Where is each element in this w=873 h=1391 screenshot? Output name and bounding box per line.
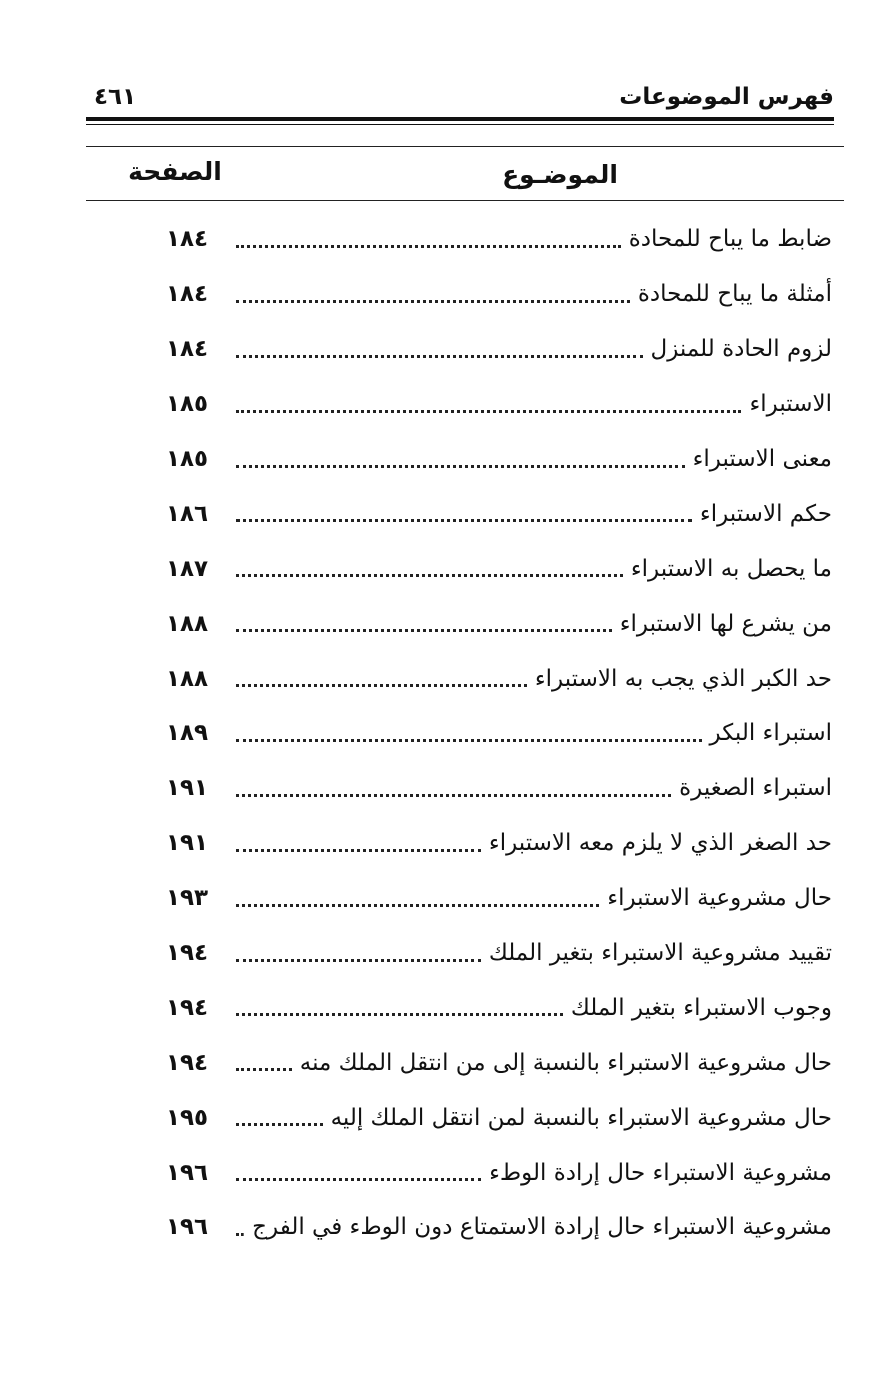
toc-entry-topic: مشروعية الاستبراء حال إرادة الوطء: [489, 1159, 832, 1186]
toc-entry-body: [224, 830, 832, 856]
toc-entry: [150, 212, 832, 267]
toc-entry: [150, 432, 832, 487]
toc-entry: [150, 322, 832, 377]
toc-entry-page: ١٩٦: [165, 1159, 209, 1186]
toc-dot-leader: [236, 245, 621, 248]
toc-entry-page: ١٨٥: [165, 446, 209, 472]
toc-entry-topic: مشروعية الاستبراء حال إرادة الاستمتاع دون الوطء في الفرج: [252, 1214, 832, 1241]
toc-entry-body: [224, 666, 832, 692]
table-of-contents: [150, 212, 832, 1255]
toc-entry: [150, 1200, 832, 1255]
table-top-rule: [86, 146, 844, 147]
toc-dot-leader: [236, 465, 685, 468]
toc-dot-leader: [236, 1233, 244, 1236]
toc-entry-page: ١٩٥: [165, 1104, 209, 1131]
toc-entry-body: [224, 775, 832, 801]
toc-dot-leader: [236, 1123, 323, 1126]
toc-dot-leader: [236, 1178, 481, 1181]
toc-entry-body: [224, 391, 832, 417]
toc-entry-topic: معنى الاستبراء: [692, 446, 832, 472]
running-header: [86, 84, 834, 118]
toc-entry-topic: الاستبراء: [749, 391, 832, 418]
toc-entry-body: [224, 611, 832, 637]
toc-dot-leader: [236, 959, 481, 962]
toc-dot-leader: [236, 355, 643, 358]
toc-entry: [150, 1090, 832, 1145]
toc-dot-leader: [236, 904, 599, 907]
toc-entry-topic: حد الصغر الذي لا يلزم معه الاستبراء: [488, 830, 832, 857]
toc-entry-body: [224, 501, 832, 527]
toc-dot-leader: [236, 300, 630, 303]
toc-entry-topic: من يشرع لها الاستبراء: [619, 610, 832, 637]
toc-entry-page: ١٨٤: [165, 281, 209, 308]
toc-entry-page: ١٨٩: [165, 720, 209, 747]
toc-entry: [150, 1145, 832, 1200]
toc-entry-body: [224, 995, 832, 1021]
toc-entry-page: ١٨٨: [165, 610, 209, 637]
toc-entry-body: [224, 336, 832, 362]
toc-entry-topic: استبراء الصغيرة: [679, 775, 832, 802]
toc-entry-page: ١٩٤: [165, 940, 209, 967]
toc-entry-topic: حد الكبر الذي يجب به الاستبراء: [534, 665, 832, 692]
toc-entry-topic: حال مشروعية الاستبراء بالنسبة لمن انتقل الملك إليه: [330, 1104, 832, 1131]
toc-entry-topic: تقييد مشروعية الاستبراء بتغير الملك: [488, 940, 832, 967]
toc-entry-page: ١٩٣: [165, 885, 209, 912]
toc-entry-body: [224, 1050, 832, 1076]
toc-dot-leader: [236, 1013, 563, 1016]
page-number: ٤٦١: [94, 84, 137, 110]
toc-dot-leader: [236, 519, 692, 522]
toc-entry-page: ١٨٦: [165, 500, 209, 527]
toc-entry-topic: أمثلة ما يباح للمحادة: [637, 281, 832, 308]
toc-entry-page: ١٨٤: [165, 336, 209, 363]
toc-dot-leader: [236, 794, 671, 797]
toc-entry-page: ١٩٤: [165, 994, 209, 1021]
toc-entry: [150, 267, 832, 322]
toc-entry: [150, 706, 832, 761]
header-rule-thick: [86, 117, 834, 121]
toc-entry-topic: حال مشروعية الاستبراء بالنسبة إلى من انتقل الملك منه: [299, 1049, 832, 1076]
toc-entry: [150, 1035, 832, 1090]
toc-entry-page: ١٩٦: [165, 1214, 209, 1241]
toc-entry-body: [224, 281, 832, 307]
toc-dot-leader: [236, 739, 702, 742]
toc-entry: [150, 541, 832, 596]
toc-entry: [150, 596, 832, 651]
toc-entry: [150, 816, 832, 871]
column-header-topic: الموضـوع: [502, 160, 618, 189]
toc-entry-topic: استبراء البكر: [709, 720, 832, 747]
toc-entry-page: ١٩١: [165, 775, 209, 802]
toc-entry: [150, 761, 832, 816]
toc-entry: [150, 871, 832, 926]
toc-entry-body: [224, 1214, 832, 1240]
running-title: فهرس الموضوعات: [619, 84, 834, 110]
toc-dot-leader: [236, 629, 612, 632]
toc-entry-topic: حال مشروعية الاستبراء: [607, 885, 832, 912]
header-rule-thin: [86, 124, 834, 125]
toc-entry-page: ١٩٤: [165, 1049, 209, 1076]
toc-entry-body: [224, 446, 832, 472]
toc-entry-topic: حكم الاستبراء: [699, 500, 832, 527]
toc-entry: [150, 980, 832, 1035]
table-header-rule: [86, 200, 844, 201]
toc-entry-body: [224, 1160, 832, 1186]
toc-entry-body: [224, 885, 832, 911]
toc-entry-page: ١٨٨: [165, 665, 209, 692]
toc-entry-page: ١٩١: [165, 830, 209, 857]
toc-dot-leader: [236, 1068, 292, 1071]
toc-entry-topic: وجوب الاستبراء بتغير الملك: [570, 994, 832, 1021]
toc-entry: [150, 651, 832, 706]
toc-entry-body: [224, 226, 832, 252]
toc-entry-body: [224, 1105, 832, 1131]
toc-dot-leader: [236, 849, 481, 852]
toc-dot-leader: [236, 684, 527, 687]
toc-entry-topic: ما يحصل به الاستبراء: [630, 555, 832, 582]
toc-entry-page: ١٨٧: [165, 555, 209, 582]
toc-entry-topic: لزوم الحادة للمنزل: [650, 336, 832, 363]
toc-entry-body: [224, 940, 832, 966]
toc-entry: [150, 926, 832, 981]
toc-dot-leader: [236, 574, 623, 577]
toc-entry-page: ١٨٥: [165, 391, 209, 418]
toc-entry-body: [224, 720, 832, 746]
toc-dot-leader: [236, 410, 741, 413]
toc-entry-topic: ضابط ما يباح للمحادة: [628, 226, 832, 253]
column-header-page: الصفحة: [128, 157, 222, 186]
toc-entry-body: [224, 556, 832, 582]
toc-entry: [150, 486, 832, 541]
toc-entry: [150, 377, 832, 432]
toc-entry-page: ١٨٤: [165, 226, 209, 253]
